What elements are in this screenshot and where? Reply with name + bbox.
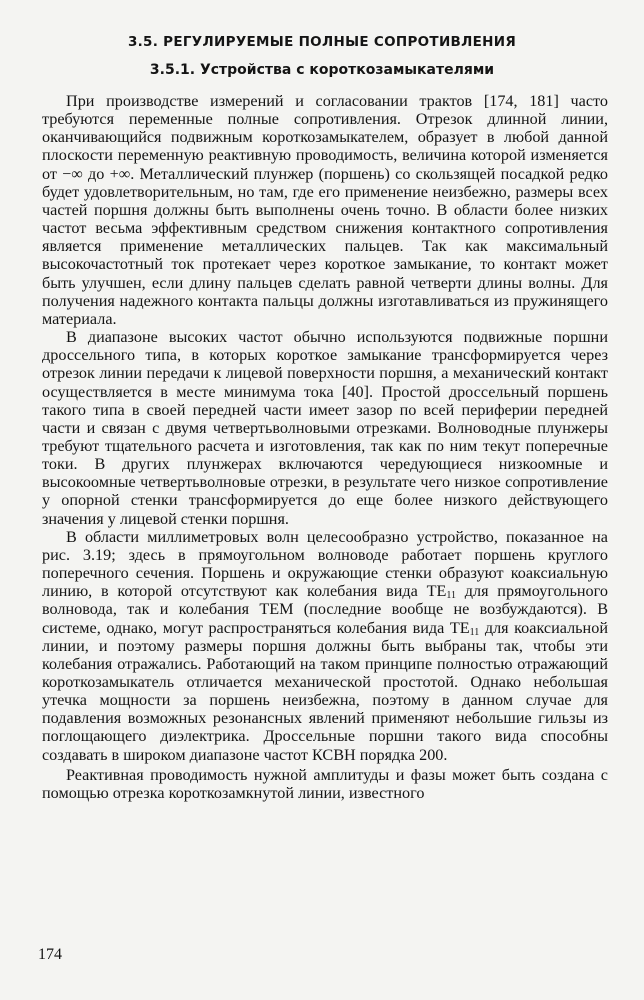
subscript-11-b: 11 <box>469 626 480 638</box>
paragraph-1: При производстве измерений и согласовании трактов [174, 181] часто требуются переменные полные сопротивления. Отрезок длинной линии, оканчивающийся подвижным короткозамыкателем, образует в любой данной плоскости переменную реактивную проводимость, величина которой изменяется от −∞ до +∞. Металлический плунжер (поршень) со скользящей посадкой редко будет удовлетворительным, но там, где его применение неизбежно, размеры всех частей поршня должны быть выполнены очень точно. В области более низких частот весьма эффективным средством снижения контактного сопротивления является применение металлических пальцев. Так как максимальный высокочастотный ток протекает через короткое замыкание, то контакт может быть улучшен, если длину пальцев сделать равной четверти длины волны. Для получения надежного контакта пальцы должны изготавливаться из пружинящего материала. <box>42 92 608 328</box>
paragraph-2: В диапазоне высоких частот обычно используются подвижные поршни дроссельного типа, в которых короткое замыкание трансформируется через отрезок линии передачи к лицевой поверхности поршня, а механический контакт осуществляется в месте минимума тока [40]. Простой дроссельный поршень такого типа в своей передней части имеет зазор по всей периферии передней части и связан с двумя четвертьволновыми отрезками. Волноводные плунжеры требуют тщательного расчета и изготовления, так как по ним текут поперечные токи. В других плунжерах включаются чередующиеся низкоомные и высокоомные четвертьволновые отрезки, в результате чего низкое сопротивление у опорной стенки трансформируется до еще более низкого действующего значения у лицевой стенки поршня. <box>42 328 608 528</box>
paragraph-4: Реактивная проводимость нужной амплитуды и фазы может быть создана с помощью отрезка короткозамкнутой линии, известного <box>42 765 608 802</box>
paragraph-3-part-2: для прямоугольного волновода, так и колебания TEM (последние вообще не возбуждаются). В системе, однако, могут распространяться колебания вида TE <box>42 582 608 637</box>
subsection-title: 3.5.1. Устройства с короткозамыкателями <box>149 62 495 78</box>
paragraph-3-part-1: В области миллиметровых волн целесообразно устройство, показанное на рис. 3.19; здесь в прямоугольном волноводе работает поршень круглого поперечного сечения. Поршень и окружающие стенки образуют коаксиальную линию, в которой отсутствуют как колебания вида TE <box>42 527 608 601</box>
body-text <box>42 92 608 802</box>
paragraph-3 <box>42 528 608 764</box>
paragraph-3-part-3: для коаксиальной линии, и поэтому размеры поршня должны быть выбраны так, чтобы эти колебания отражались. Работающий на таком принципе полностью отражающий короткозамыкатель отличается механической простотой. Однако небольшая утечка мощности за поршень неизбежна, поэтому в данном случае для подавления возможных резонансных явлений применяют небольшие гильзы из поглощающего диэлектрика. Дроссельные поршни такого вида способны создавать в широком диапазоне частот КСВН порядка 200. <box>42 618 608 764</box>
subscript-11-a: 11 <box>446 590 457 602</box>
page-number: 174 <box>38 946 62 963</box>
section-title: 3.5. РЕГУЛИРУЕМЫЕ ПОЛНЫЕ СОПРОТИВЛЕНИЯ <box>127 34 517 50</box>
